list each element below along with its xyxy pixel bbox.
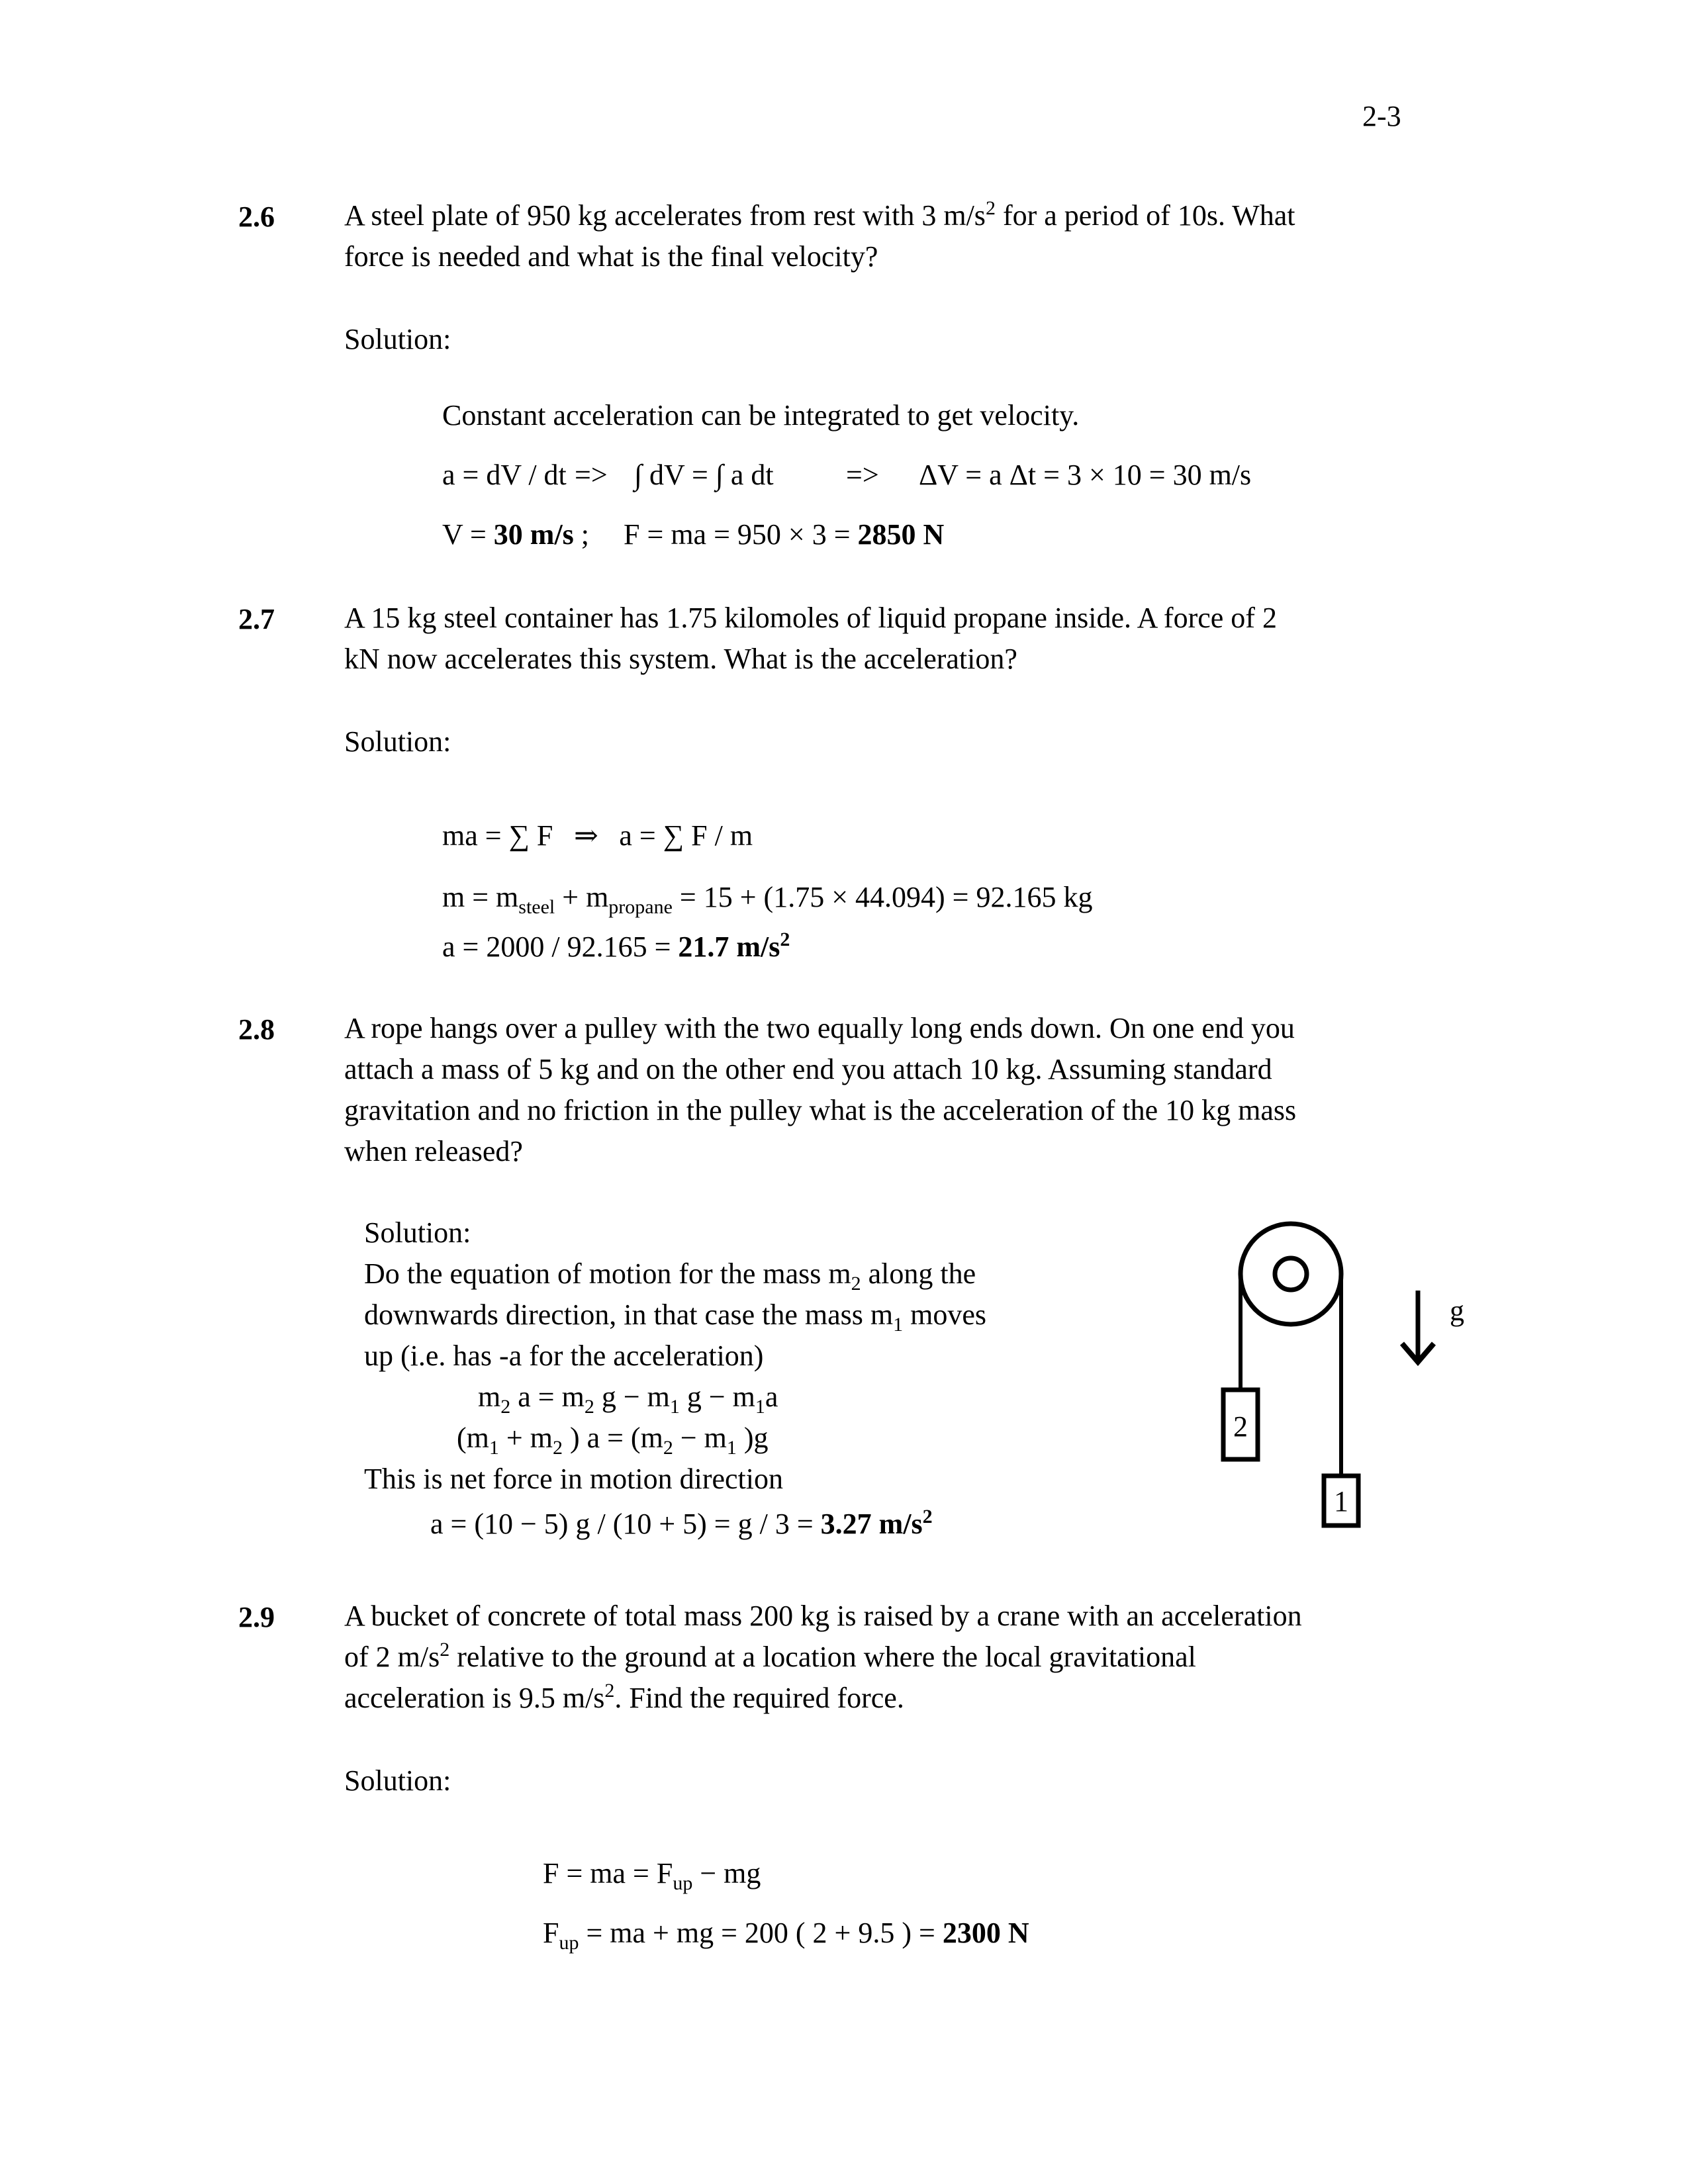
problem-2-8-question-line-3: gravitation and no friction in the pulley what is the acceleration of the 10 kg mass [344,1094,1297,1126]
problem-2-7-solution-line-2: $m = m_{steel} + m_{propane} = 15 + (1.75 \times 44.094) = 92.165$ kg [442,881,1093,918]
problem-2-8-equation-2: ($m_1 + m_2$ ) $a = (m_2 - m_1$ )g [457,1422,769,1459]
page-number: 2-3 [1362,100,1401,132]
pulley-figure [1205,1211,1483,1529]
problem-2-8-equation-1: $m_2$ $a = m_2$ $g - m_1$ $g - m_1a$ [478,1381,778,1418]
problem-2-8-question-line-4: when released? [344,1135,523,1167]
answer-velocity: 30 m/s [493,518,574,551]
gravity-label: g [1450,1295,1464,1327]
problem-number-2-9: 2.9 [238,1601,275,1633]
problem-2-8-solution-line-7: a = (10 − 5) g / (10 + 5) = g / 3 = 3.27 $m/s^2$ [430,1506,933,1540]
problem-2-7-question-line-2: kN now accelerates this system. What is the acceleration? [344,643,1017,675]
problem-2-9-question-line-1: A bucket of concrete of total mass 200 kg is raised by a crane with an acceleration [344,1600,1302,1632]
problem-2-9-solution-label: Solution: [344,1764,451,1797]
mass-2-label: 2 [1233,1410,1248,1443]
problem-number-2-6: 2.6 [238,201,275,233]
problem-2-6-solution-line-3: V = 30 m/s ; F = ma = 950 × 3 = 2850 N [442,518,945,551]
answer-force-2-9: 2300 N [942,1917,1029,1949]
problem-2-7-question-line-1: A 15 kg steel container has 1.75 kilomoles of liquid propane inside. A force of 2 [344,602,1277,634]
problem-2-9-solution-line-1: F = ma = $F_{up}$ − mg [543,1857,761,1894]
pulley-axle [1275,1258,1307,1290]
problem-2-6-solution-line-1: Constant acceleration can be integrated to get velocity. [442,399,1080,432]
problem-2-9-question-line-3: acceleration is 9.5 $m/s^2$. Find the required force. [344,1680,904,1714]
problem-2-8-question-line-1: A rope hangs over a pulley with the two equally long ends down. On one end you [344,1012,1295,1044]
problem-2-8-solution-line-1: Do the equation of motion for the mass $m_2$ along the [364,1257,976,1295]
answer-acceleration-2-8: 3.27 m/s [820,1508,923,1540]
problem-number-2-8: 2.8 [238,1013,275,1046]
problem-2-9-solution-line-2: $F_{up}$ = ma + mg = 200 ( 2 + 9.5 ) = 2300 N [543,1917,1029,1954]
problem-2-8-solution-line-3: up (i.e. has -a for the acceleration) [364,1340,764,1372]
problem-2-9-question-line-2: of 2 $m/s^2$ relative to the ground at a location where the local gravitational [344,1639,1196,1673]
problem-2-6-question-line-1: A steel plate of 950 kg accelerates from rest with 3 $m/s^2$ for a period of 10s. What [344,197,1295,232]
problem-2-6-solution-line-2: a = dV / dt => ∫ dV = ∫ a dt => ΔV = a Δt = 3 × 10 = 30 m/s [442,459,1252,491]
problem-2-7-solution-line-1: ma = ∑ F ⇒ a = ∑ F / m [442,819,753,852]
mass-1-label: 1 [1334,1485,1348,1518]
problem-2-8-solution-line-2: downwards direction, in that case the mass $m_1$ moves [364,1298,987,1336]
problem-2-6-question-line-2: force is needed and what is the final velocity? [344,240,878,273]
problem-2-7-solution-line-3: a = 2000 / 92.165 = 21.7 $m/s^2$ [442,929,790,963]
problem-number-2-7: 2.7 [238,603,275,635]
problem-2-8-solution-label: Solution: [364,1216,471,1249]
problem-2-7-solution-label: Solution: [344,725,451,758]
problem-2-8-question-line-2: attach a mass of 5 kg and on the other end you attach 10 kg. Assuming standard [344,1053,1272,1085]
pulley-wheel [1241,1224,1341,1324]
problem-2-8-solution-line-6: This is net force in motion direction [364,1463,783,1495]
answer-acceleration-2-7: 21.7 m/s [678,931,780,963]
problem-2-6-solution-label: Solution: [344,323,451,355]
answer-force: 2850 N [857,518,945,551]
